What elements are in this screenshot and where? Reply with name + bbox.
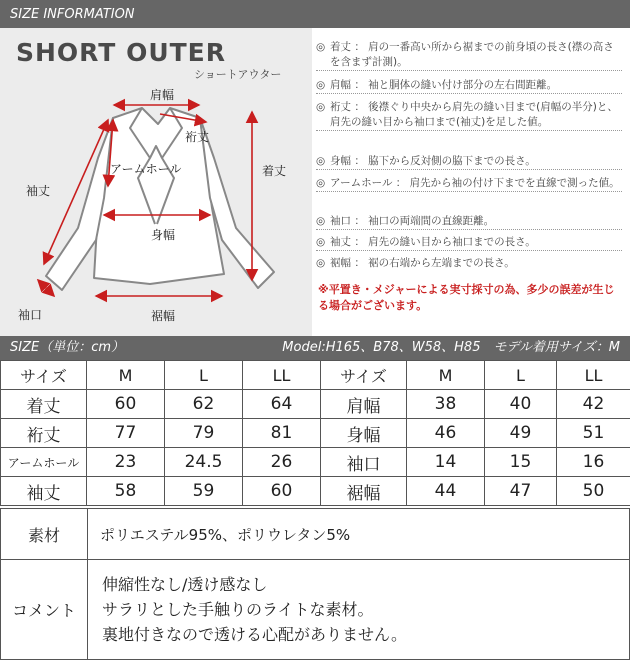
diagram-subtitle: ショートアウター [194,68,282,81]
jacket-outline-icon [46,108,274,290]
table-header-row [1,361,630,390]
comment-line: 伸縮性なし/透け感なし [102,575,268,594]
note-susohaba [316,256,622,271]
header-cell: L [485,361,557,390]
row-label: アームホール [1,448,87,477]
table-cell: 49 [485,419,557,448]
size-table [0,360,630,506]
note-yukitake [316,100,622,131]
note-kitake [316,40,622,71]
label-armhole: アームホール [110,162,182,176]
table-cell: 47 [485,477,557,506]
table-cell: 60 [243,477,321,506]
label-susohaba: 裾幅 [151,309,176,323]
note-mihaba [316,154,622,170]
size-unit-label: SIZE（単位：cm） [10,340,125,355]
header-cell: L [165,361,243,390]
header-cell: M [407,361,485,390]
note-mark: ◎ [316,101,326,113]
measurement-warning: ※平置き・メジャーによる実寸採寸の為、多少の誤差が生じる場合がございます。 [318,283,615,312]
table-cell: 26 [243,448,321,477]
note-mark: ◎ [316,177,326,189]
header-cell: サイズ [321,361,407,390]
table-cell: 24.5 [165,448,243,477]
note-mark: ◎ [316,41,326,53]
comment-text [88,560,407,659]
label-katahaba: 肩幅 [150,88,175,102]
label-sodetake: 袖丈 [26,184,51,198]
table-cell: 60 [87,390,165,419]
table-row [1,390,630,419]
row-label: 身幅 [321,419,407,448]
header-cell: M [87,361,165,390]
table-cell: 16 [557,448,630,477]
note-text: 袖丈 ： 肩先の縫い目から袖口までの長さ。 [330,236,536,248]
note-text: 裄丈 ： 後襟ぐり中央から肩先の縫い目まで(肩幅の半分)と、肩先の縫い目から袖口まで(袖丈)を足した値。 [330,101,618,128]
label-mihaba: 身幅 [151,228,176,242]
table-cell: 44 [407,477,485,506]
comment-row [0,559,630,660]
table-cell: 51 [557,419,630,448]
table-cell: 81 [243,419,321,448]
table-cell: 40 [485,390,557,419]
note-katahaba [316,78,622,94]
table-cell: 46 [407,419,485,448]
table-row [1,477,630,506]
material-value: ポリエステル95%、ポリウレタン5% [100,525,351,544]
row-label: 着丈 [1,390,87,419]
note-mark: ◎ [316,79,326,91]
table-row [1,448,630,477]
size-header-bar [0,336,630,360]
note-text: 着丈 ： 肩の一番高い所から裾までの前身頃の長さ(襟の高さを含まず計測)。 [330,41,614,68]
table-cell: 77 [87,419,165,448]
header-cell: LL [557,361,630,390]
note-sodeguchi [316,214,622,230]
measurement-notes [312,28,630,336]
garment-diagram [0,28,312,336]
table-cell: 50 [557,477,630,506]
header-title: SIZE INFORMATION [10,7,135,22]
label-yukitake: 裄丈 [185,130,210,144]
size-information-header [0,0,630,28]
note-text: 袖口 ： 袖口の両端間の直線距離。 [330,215,495,227]
row-label: 袖口 [321,448,407,477]
model-info: Model:H165、B78、W58、H85 モデル着用サイズ：M [282,340,620,355]
header-cell: サイズ [1,361,87,390]
table-cell: 59 [165,477,243,506]
row-label: 裾幅 [321,477,407,506]
note-text: 身幅 ： 脇下から反対側の脇下までの長さ。 [330,155,536,167]
table-cell: 62 [165,390,243,419]
note-armhole [316,176,622,192]
table-cell: 15 [485,448,557,477]
header-cell: LL [243,361,321,390]
row-label: 肩幅 [321,390,407,419]
label-sodeguchi: 袖口 [18,308,43,322]
table-cell: 23 [87,448,165,477]
note-mark: ◎ [316,257,326,269]
material-label: 素材 [1,509,88,559]
note-mark: ◎ [316,155,326,167]
comment-line: サラリとした手触りのライトな素材。 [102,600,374,619]
table-cell: 38 [407,390,485,419]
note-mark: ◎ [316,215,326,227]
label-kitake: 着丈 [262,164,287,178]
row-label: 裄丈 [1,419,87,448]
row-label: 袖丈 [1,477,87,506]
note-sodetake [316,235,622,251]
table-cell: 64 [243,390,321,419]
table-cell: 79 [165,419,243,448]
note-text: 裾幅 ： 裾の右端から左端までの長さ。 [330,257,515,269]
note-text: 肩幅 ： 袖と胴体の縫い付け部分の左右間距離。 [330,79,558,91]
comment-line: 裏地付きなので透ける心配がありません。 [102,625,407,644]
note-mark: ◎ [316,236,326,248]
note-text: アームホール ： 肩先から袖の付け下までを直線で測った値。 [330,177,620,189]
material-row [0,508,630,560]
comment-label: コメント [1,560,88,659]
diagram-title: SHORT OUTER [16,38,226,67]
table-cell: 14 [407,448,485,477]
table-cell: 58 [87,477,165,506]
table-cell: 42 [557,390,630,419]
table-row [1,419,630,448]
